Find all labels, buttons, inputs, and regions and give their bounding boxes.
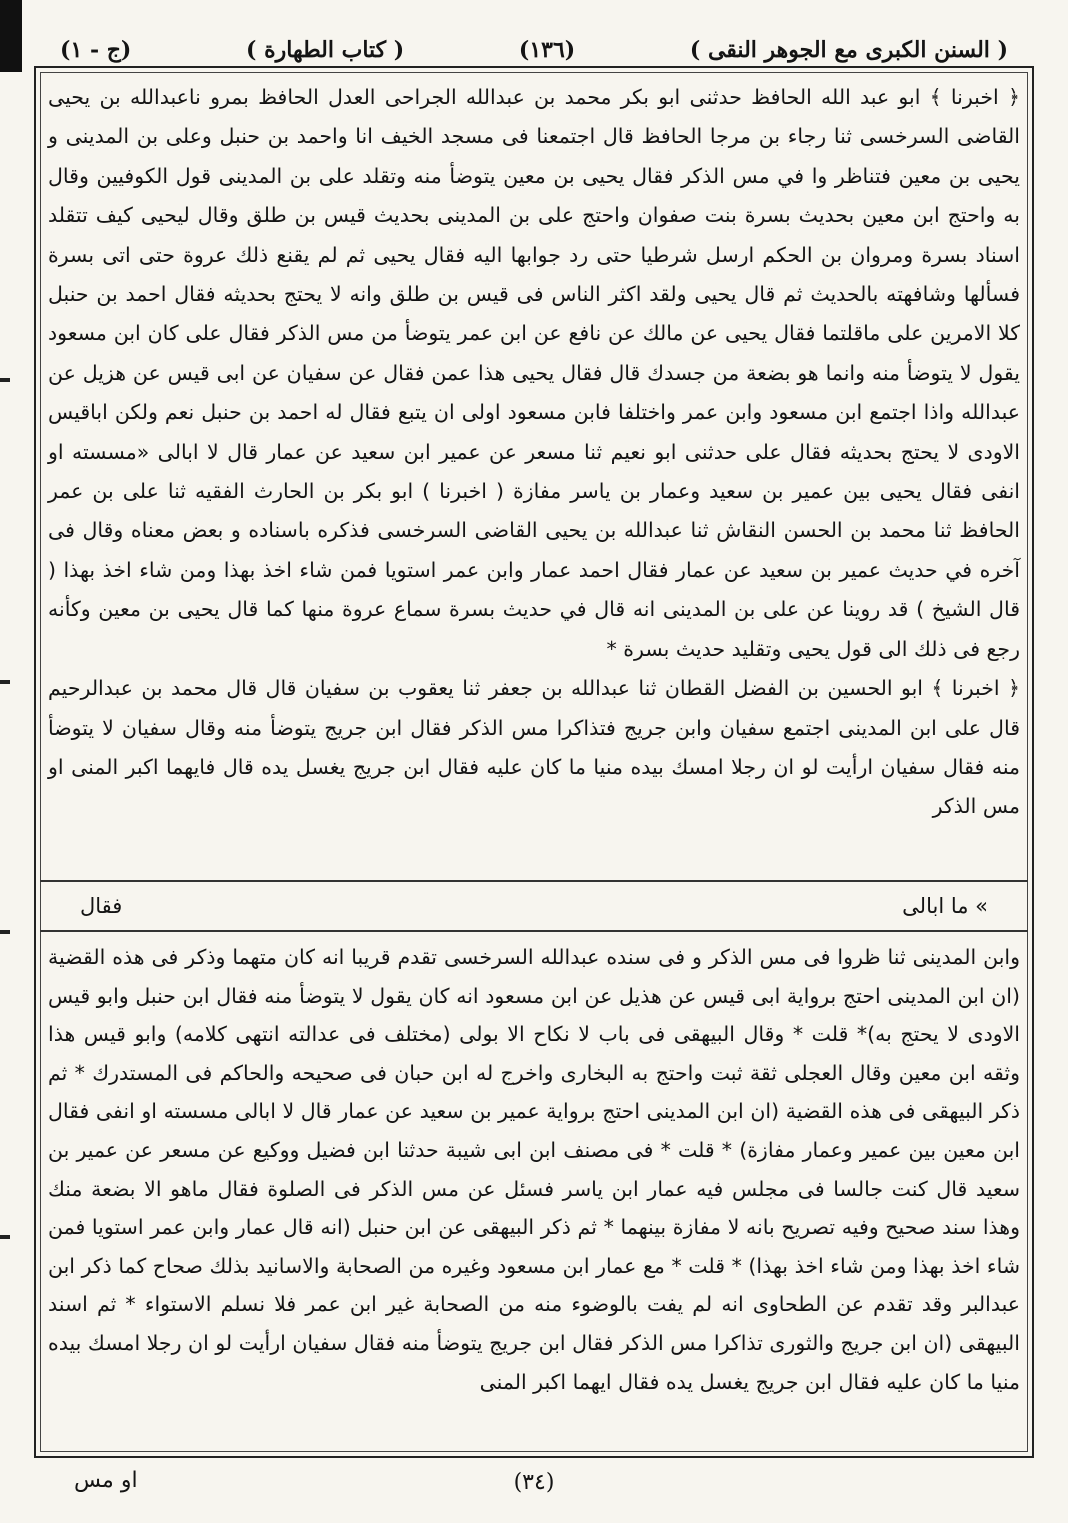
section-divider <box>40 930 1028 932</box>
main-text <box>48 78 1020 827</box>
scan-tick <box>0 680 10 684</box>
footer-catchword: او مس <box>74 1468 138 1493</box>
upper-catchword: فقال <box>80 894 123 918</box>
catchword-row <box>80 886 988 926</box>
scan-tick <box>0 378 10 382</box>
main-paragraph: ﴿ اخبرنا ﴾ ابو الحسين بن الفضل القطان ثنا عبدالله بن جعفر ثنا يعقوب بن سفيان قال قال محمد بن عبدالرحيم قال على ابن المدينى اجتمع سفيان وابن جريج فتذاكرا مس الذكر فقال ابن جريج يتوضأ منه وقال سفيان لا يتوضأ منه فقال سفيان ارأيت لو ان رجلا امسك بيده منيا ما كان عليه فقال ابن جريج يغسل يده قال فايهما اكبر المنى او مس الذكر <box>48 676 1020 819</box>
page-footer <box>0 1462 1068 1506</box>
page-number: (٣٤) <box>513 1470 555 1495</box>
section-divider <box>40 880 1028 882</box>
volume-number: (ج - ١) <box>60 37 132 63</box>
commentary-text <box>48 938 1020 1401</box>
scan-tick <box>0 1235 10 1239</box>
marginal-note: » ما ابالى <box>902 894 988 918</box>
book-title: ( السنن الكبرى مع الجوهر النقى ) <box>689 37 1008 63</box>
page-in-volume: (١٣٦) <box>518 37 576 63</box>
scan-tick <box>0 930 10 934</box>
main-paragraph: ﴿ اخبرنا ﴾ ابو عبد الله الحافظ حدثنى ابو بكر محمد بن عبدالله الجراحى العدل الحافظ بمرو ناعبدالله بن يحيى القاضى السرخسى ثنا رجاء بن مرجا الحافظ قال اجتمعنا فى مسجد الخيف انا واحمد بن حنبل وعلى بن المدينى و يحيى بن معين فتناظر وا في مس الذكر فقال يحيى بن معين يتوضأ منه وتقلد على بن المدينى قول الكوفيين وقال به واحتج ابن معين بحديث بسرة بنت صفوان واحتج على بن المدينى بحديث قيس بن طلق وقال ليحيى كيف تتقلد اسناد بسرة ومروان بن الحكم ارسل شرطيا حتى رد جوابها اليه فقال يحيى ثم لم يقنع ذلك عروة حتى اتى بسرة فسألها وشافهته بالحديث ثم قال يحيى ولقد اكثر الناس فى قيس بن طلق وانه لا يحتج بحديثه فقال احمد بن حنبل كلا الامرين على ماقلتما فقال يحيى عن مالك عن نافع عن ابن عمر يتوضأ من مس الذكر فقال على كان ابن مسعود يقول لا يتوضأ منه وانما هو بضعة من جسدك قال فقال يحيى هذا عمن فقال عن سفيان عن ابى قيس عن هزيل عن عبدالله واذا اجتمع ابن مسعود وابن عمر واختلفا فابن مسعود اولى ان يتبع فقال له احمد بن حنبل نعم ولكن اباقيس الاودى لا يحتج بحديثه فقال على حدثنى ابو نعيم ثنا مسعر عن عمير ابن سعيد عن عمار قال لا ابالى «مسسته او انفى فقال يحيى بين عمير بن سعيد وعمار بن ياسر مفازة ( اخبرنا ) ابو بكر بن الحارث الفقيه ثنا على بن عمر الحافظ ثنا محمد بن الحسن النقاش ثنا عبدالله بن يحيى القاضى السرخسى فذكره باسناده و بعض معناه وقال فى آخره في حديث عمير بن سعيد عن عمار فقال احمد عمار وابن عمر استويا فمن شاء اخذ بهذا ومن شاء اخذ بهذا ( قال الشيخ ) قد روينا عن على بن المدينى انه قال في حديث بسرة سماع عروة منها كما قال يحيى بن معين وكأنه رجع فى ذلك الى قول يحيى وتقليد حديث بسرة * <box>48 85 1020 661</box>
chapter-title: ( كتاب الطهارة ) <box>246 37 405 63</box>
scan-edge-mark <box>0 0 22 72</box>
commentary-paragraph: وابن المدينى ثنا ظروا فى مس الذكر و فى سنده عبدالله السرخسى تقدم قريبا انه كان متهما وذكر فى هذه القضية (ان ابن المدينى احتج برواية ابى قيس عن هذيل عن ابن مسعود انه كان يقول لا يتوضأ منه فقال ابن حنبل وابو قيس الاودى لا يحتج به)* قلت * وقال البيهقى فى باب لا نكاح الا بولى (مختلف فى عدالته انتهى كلامه) وابو قيس هذا وثقه ابن معين وقال العجلى ثقة ثبت واحتج به البخارى واخرج له ابن حبان فى صحيحه والحاكم فى المستدرك * ثم ذكر البيهقى فى هذه القضية (ان ابن المدينى احتج برواية عمير بن سعيد عن عمار قال لا ابالى مسسته او انفى فقال ابن معين بين عمير وعمار مفازة) * قلت * فى مصنف ابن ابى شيبة حدثنا ابن فضيل ووكيع عن مسعر عن عمير بن سعيد قال كنت جالسا فى مجلس فيه عمار ابن ياسر فسئل عن مس الذكر فى الصلوة فقال ماهو الا بضعة منك وهذا سند صحيح وفيه تصريح بانه لا مفازة بينهما * ثم ذكر البيهقى عن ابن حنبل (انه قال عمار وابن عمر استويا فمن شاء اخذ بهذا ومن شاء اخذ بهذا) * قلت * مع عمار ابن مسعود وغيره من الصحابة والاسانيد بذلك صحاح كما ذكر ابن عبدالبر وقد تقدم عن الطحاوى انه لم يفت بالوضوء منه من الصحابة غير ابن عمر فلا نسلم الاستواء * ثم اسند البيهقى (ان ابن جريج والثورى تذاكرا مس الذكر فقال ابن جريج يتوضأ منه فقال سفيان ارأيت لو ان رجلا امسك بيده منيا ما كان عليه فقال ابن جريج يغسل يده فقال ايهما اكبر المنى <box>48 945 1020 1394</box>
